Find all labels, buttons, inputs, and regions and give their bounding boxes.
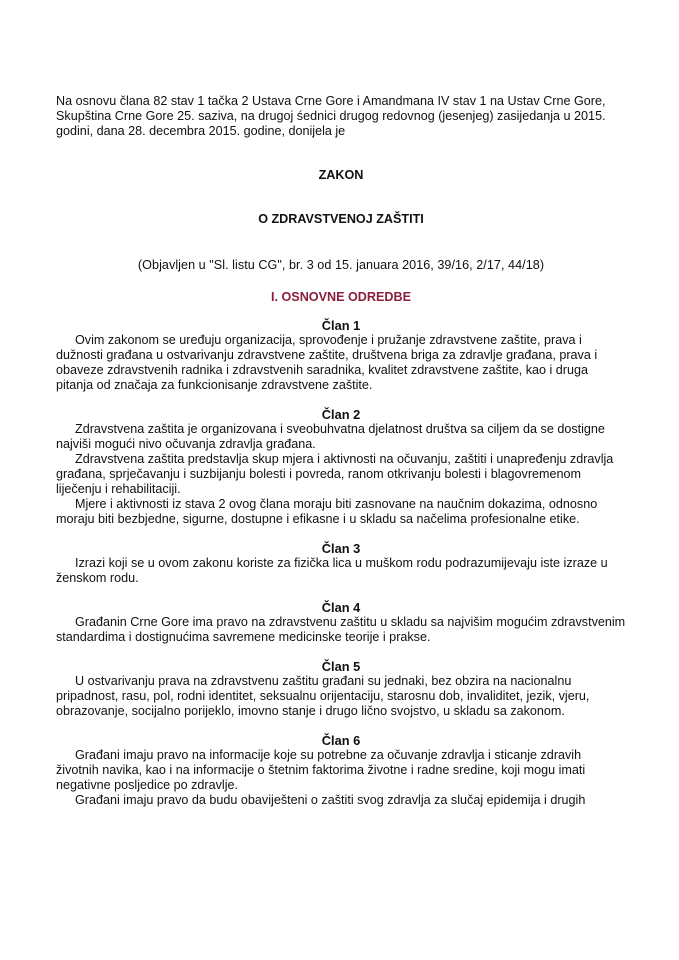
- article-1: [56, 318, 626, 393]
- section-heading: I. OSNOVNE ODREDBE: [271, 290, 411, 304]
- article-paragraph: Građani imaju pravo na informacije koje su potrebne za očuvanje zdravlja i sticanje zdravih životnih navika, kao i na informacije o štetnim faktorima životne i radne sredine, koji mogu imati negativne posljedice po zdravlje.: [56, 748, 586, 792]
- article-4: [56, 600, 626, 645]
- law-subtitle: O ZDRAVSTVENOJ ZAŠTITI: [258, 212, 424, 226]
- law-title: ZAKON: [318, 168, 364, 182]
- article-6: [56, 733, 626, 808]
- article-title: Član 4: [321, 600, 361, 615]
- article-paragraph: Građanin Crne Gore ima pravo na zdravstvenu zaštitu u skladu sa najvišim mogućim zdravstvenim standardima i dostignućima savremene medicinske teorije i prakse.: [56, 615, 626, 644]
- article-paragraph: Zdravstvena zaštita je organizovana i sveobuhvatna djelatnost društva sa ciljem da se dostigne najviši mogući nivo očuvanja zdravlja građana.: [56, 422, 605, 451]
- article-paragraph: Zdravstvena zaštita predstavlja skup mjera i aktivnosti na očuvanju, zaštiti i unapređenju zdravlja građana, sprječavanju i suzbijanju bolesti i povreda, ranom otkrivanju bolesti i blagovremenom liječenju i rehabilitaciji.: [56, 452, 614, 496]
- publication-note: (Objavljen u "Sl. listu CG", br. 3 od 15. januara 2016, 39/16, 2/17, 44/18): [137, 258, 545, 272]
- article-paragraph: Ovim zakonom se uređuju organizacija, sprovođenje i pružanje zdravstvene zaštite, prava i dužnosti građana u ostvarivanju zdravstvene zaštite, društvena briga za zdravlje građana, prava i obaveze zdravstvenih radnika i zdravstvenih saradnika, kvalitet zdravstvene zaštite, kao i druga pitanja od značaja za funkcionisanje zdravstvene zaštite.: [56, 333, 598, 392]
- article-title: Član 1: [321, 318, 361, 333]
- article-title: Član 2: [321, 407, 361, 422]
- preamble: Na osnovu člana 82 stav 1 tačka 2 Ustava Crne Gore i Amandmana IV stav 1 na Ustav Crne Gore, Skupština Crne Gore 25. saziva, na drugoj śednici drugog redovnog (jesenjeg) zasijedanja u 2015. godini, dana 28. decembra 2015. godine, donijela je: [56, 94, 606, 138]
- article-paragraph: U ostvarivanju prava na zdravstvenu zaštitu građani su jednaki, bez obzira na nacionalnu pripadnost, rasu, pol, rodni identitet, seksualnu orijentaciju, starosnu dob, invaliditet, jezik, vjeru, obrazovanje, socijalno porijeklo, imovno stanje i drugo lično svojstvo, u skladu sa zakonom.: [56, 674, 590, 718]
- article-title: Član 3: [321, 541, 361, 556]
- article-2: [56, 407, 626, 527]
- article-title: Član 6: [321, 733, 361, 748]
- article-paragraph: Građani imaju pravo da budu obaviješteni o zaštiti svog zdravlja za slučaj epidemija i drugih: [75, 793, 586, 807]
- article-5: [56, 659, 626, 719]
- article-paragraph: Izrazi koji se u ovom zakonu koriste za fizička lica u muškom rodu podrazumijevaju iste izraze u ženskom rodu.: [56, 556, 608, 585]
- article-title: Član 5: [321, 659, 361, 674]
- article-paragraph: Mjere i aktivnosti iz stava 2 ovog člana moraju biti zasnovane na naučnim dokazima, odnosno moraju biti bezbjedne, sigurne, dostupne i efikasne i u skladu sa načelima profesionalne etike.: [56, 497, 598, 526]
- document-page: [56, 94, 626, 808]
- article-3: [56, 541, 626, 586]
